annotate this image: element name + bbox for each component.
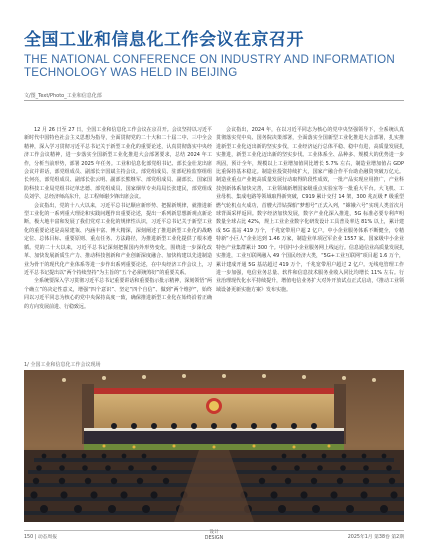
footer-page-section: 150 | 动态周报 <box>24 535 58 540</box>
footer-issue-info: 2025年1月 第38卷 第2期 <box>347 535 404 540</box>
photo-caption: 1/ 全国工业和信息化工作会议现场 <box>24 362 101 368</box>
conference-photo-image <box>24 370 404 522</box>
body-column-left <box>24 126 212 311</box>
paragraph: 会议指出，党的十八大以来，习近平总书记顺应新形势、把握新规律，就推进新型工业化的一系列重大理论和实践问题作出重要论述，提出一系列新思想新观点新论断，极大地丰富和发展了我们党对工业化的规律性认识，习近平总书记关于新型工业化的重要论述是高屋建瓴、内涵丰富、博大精深，深刻阐述了推进新型工业化的战略定位、总体目标、重要原则、重点任务、方法路径，为推进新型工业化提供了根本遵循。党的二十大以来，习近平总书记深刻把握国内外形势变化，围绕进一步深化改革、加快发展新质生产力、推动科技创新和产业创新深度融合、加快构建以先进制造业为骨干的现代化产业体系等进一步作出系列重要论述，在中央经济工作会议上，习近平总书记提出以“两个持续坚持”为主旨的“五个必须统筹好”的重要关系。 <box>24 202 212 276</box>
page-footer <box>24 532 404 544</box>
paragraph: 全系统要深入学习贯彻习近平总书记重要讲话和重要指示批示精神，深刻领悟“两个确立”的决定性意义，增强“四个意识”、坚定“四个自信”、做到“两个维护”，始终同以习近平同志为核心的党中央保持高度一致，确保推进新型工业化在始终沿着正确的方向发展前进、行稳致远。 <box>24 278 212 310</box>
footer-design-cn: 设计 <box>209 530 219 535</box>
article-title-english: THE NATIONAL CONFERENCE ON INDUSTRY AND INFORMATION TECHNOLOGY WAS HELD IN BEIJING <box>24 53 395 79</box>
byline: 文/图_Text/Photo_工业和信息化部 <box>24 93 102 99</box>
paragraph: 会议指出，2024 年，在以习近平同志为核心的党中央坚强领导下，全系统认真贯彻落实党中央、国务院决策部署，全面落实全国新型工业化推进大会部署，扎实推进新型工业化迈出新的坚实步伐，工业经济运行总体平稳、稳中有进，高质量发展扎实推进，新型工业化迈出新的坚实步伐。工业体系全、品种多、规模大的优势进一步巩固，预计全年，规模以上工业增加值同比增长 5.7% 左右，制造业增加值占 GDP 比重保持基本稳定。制造业投资持续扩大，国家产融合作平台助企融资突破万亿元。制造业重点产业链高质量发展行动取得阶段性成效，一批产品实现应用推广，产业科技创新体系加快完善，工业领域新增国家级重点实验室等一批重大平台。大飞机、工业母机、集成电路等领域取得新突破，C919 累计交付 14 架，300 兆瓦级 F 级重型燃气轮机点火成功，首艘大洋钻探船“梦想号”正式入列，“嫦娥六号”实现人类首次月球背面采样返回。数字经济加快发展，数字产业化深入推进，5G 标准必要专利声明数量全球占比 42%，规上工业企业数字化研发设计工具普及率达 81% 以上，累计建成 5G 基站 419 万个，千兆宽带用户超 2 亿户。中小企业服务体系不断健全，专精特新“小巨人”企业达到 1.46 万家，制造业单项冠军企业 1557 家。国家级中小企业特色产业集群累计 300 个。中国中小企业服务网上线运行。信息通信业高质量发展扎实推进，工业互联网融入 49 个国民经济大类，“5G+工业互联网”项目超 1.6 万个，累计建成开通 5G 基站超过 419 万个，千兆宽带用户超过 2 亿户。无线电管理工作进一步加强，电信业务总量、软件和信息技术服务业收入同比均增长 11% 左右。行业治理现代化水平持续提升，增值电信业务扩大对外开放试点正式启动，《推动工业领域设备更新实施方案》发布实施。 <box>216 127 404 293</box>
headline-block <box>24 30 404 79</box>
conference-photo <box>24 370 404 522</box>
footer-design-en: DESIGN <box>204 536 224 541</box>
body-column-right <box>216 126 404 294</box>
article-title: 全国工业和信息化工作会议在京召开 <box>24 30 304 50</box>
paragraph: 12 月 26 日至 27 日，全国工业和信息化工作会议在京召开。会议坚持以习近平新时代中国特色社会主义思想为指导，全面贯彻党的二十大和二十届二中、三中全会精神，深入学习贯彻习近平总书记关于新型工业化的重要论述，认真贯彻落实中央经济工作会议精神，进一步落实全国新型工业化推进大会部署要求，总结 2024 年工作，分析当前形势，部署 2025 年任务。工业和信息化部党组书记、部长金壮龙出席会议并讲话，部党组成员、副部长辛国斌主持会议。部党组成员、驻部纪检监察组组长何亮，部党组成员、副部长张云明、副部长熊继军、部党组成员、副部长、国家国防科技工业局党组书记单忠德、部党组成员、国家烟草专卖局局长张建民，部党组成员刘学、总经济师高东升，总工程师谢少锋出席会议。 <box>24 127 212 201</box>
header-divider <box>24 100 404 101</box>
